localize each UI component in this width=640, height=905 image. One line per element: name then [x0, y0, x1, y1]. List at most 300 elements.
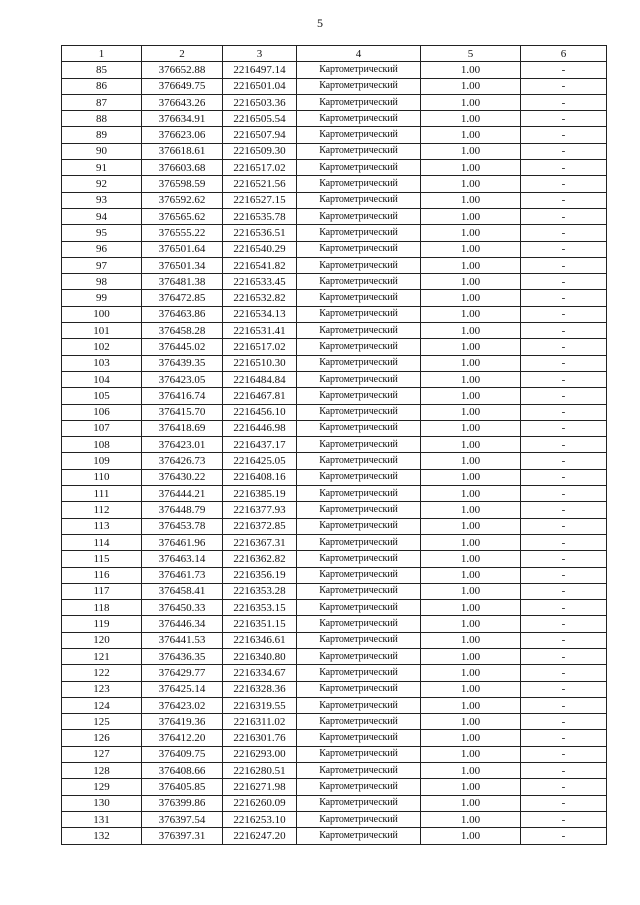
cell-method: Картометрический — [297, 62, 421, 78]
cell-point-number: 99 — [62, 290, 142, 306]
cell-description: - — [521, 176, 607, 192]
cell-description: - — [521, 730, 607, 746]
table-row — [62, 176, 607, 192]
cell-description: - — [521, 551, 607, 567]
cell-description: - — [521, 62, 607, 78]
cell-y-coordinate: 2216446.98 — [223, 420, 297, 436]
cell-method: Картометрический — [297, 274, 421, 290]
cell-y-coordinate: 2216367.31 — [223, 534, 297, 550]
cell-description: - — [521, 306, 607, 322]
cell-x-coordinate: 376463.86 — [142, 306, 223, 322]
cell-x-coordinate: 376461.73 — [142, 567, 223, 583]
cell-y-coordinate: 2216346.61 — [223, 632, 297, 648]
table-row — [62, 143, 607, 159]
cell-y-coordinate: 2216425.05 — [223, 453, 297, 469]
cell-point-number: 93 — [62, 192, 142, 208]
cell-description: - — [521, 681, 607, 697]
cell-accuracy: 1.00 — [421, 534, 521, 550]
cell-x-coordinate: 376416.74 — [142, 388, 223, 404]
cell-point-number: 105 — [62, 388, 142, 404]
cell-accuracy: 1.00 — [421, 551, 521, 567]
cell-accuracy: 1.00 — [421, 763, 521, 779]
cell-method: Картометрический — [297, 225, 421, 241]
cell-y-coordinate: 2216505.54 — [223, 111, 297, 127]
cell-description: - — [521, 290, 607, 306]
cell-y-coordinate: 2216536.51 — [223, 225, 297, 241]
cell-accuracy: 1.00 — [421, 795, 521, 811]
cell-point-number: 86 — [62, 78, 142, 94]
cell-y-coordinate: 2216517.02 — [223, 160, 297, 176]
cell-x-coordinate: 376439.35 — [142, 355, 223, 371]
table-row — [62, 62, 607, 78]
cell-accuracy: 1.00 — [421, 746, 521, 762]
cell-method: Картометрический — [297, 355, 421, 371]
cell-description: - — [521, 714, 607, 730]
table-row — [62, 355, 607, 371]
table-row — [62, 763, 607, 779]
table-row — [62, 779, 607, 795]
cell-accuracy: 1.00 — [421, 681, 521, 697]
cell-accuracy: 1.00 — [421, 502, 521, 518]
cell-accuracy: 1.00 — [421, 225, 521, 241]
cell-x-coordinate: 376409.75 — [142, 746, 223, 762]
cell-method: Картометрический — [297, 534, 421, 550]
cell-accuracy: 1.00 — [421, 730, 521, 746]
cell-x-coordinate: 376472.85 — [142, 290, 223, 306]
cell-y-coordinate: 2216467.81 — [223, 388, 297, 404]
table-row — [62, 714, 607, 730]
cell-y-coordinate: 2216260.09 — [223, 795, 297, 811]
cell-point-number: 120 — [62, 632, 142, 648]
cell-accuracy: 1.00 — [421, 274, 521, 290]
cell-description: - — [521, 78, 607, 94]
table-row — [62, 437, 607, 453]
cell-description: - — [521, 697, 607, 713]
cell-method: Картометрический — [297, 111, 421, 127]
cell-description: - — [521, 420, 607, 436]
table-row — [62, 632, 607, 648]
column-header-x: 2 — [142, 46, 223, 62]
table-row — [62, 290, 607, 306]
cell-description: - — [521, 746, 607, 762]
cell-y-coordinate: 2216540.29 — [223, 241, 297, 257]
cell-point-number: 106 — [62, 404, 142, 420]
cell-x-coordinate: 376450.33 — [142, 600, 223, 616]
cell-x-coordinate: 376397.54 — [142, 811, 223, 827]
cell-y-coordinate: 2216497.14 — [223, 62, 297, 78]
cell-y-coordinate: 2216353.28 — [223, 583, 297, 599]
cell-point-number: 116 — [62, 567, 142, 583]
cell-y-coordinate: 2216247.20 — [223, 828, 297, 844]
cell-point-number: 104 — [62, 371, 142, 387]
cell-accuracy: 1.00 — [421, 469, 521, 485]
cell-y-coordinate: 2216377.93 — [223, 502, 297, 518]
cell-description: - — [521, 828, 607, 844]
cell-description: - — [521, 404, 607, 420]
cell-accuracy: 1.00 — [421, 779, 521, 795]
cell-point-number: 128 — [62, 763, 142, 779]
cell-point-number: 101 — [62, 323, 142, 339]
cell-x-coordinate: 376405.85 — [142, 779, 223, 795]
cell-description: - — [521, 583, 607, 599]
cell-method: Картометрический — [297, 828, 421, 844]
table-row — [62, 241, 607, 257]
cell-point-number: 127 — [62, 746, 142, 762]
table-row — [62, 828, 607, 844]
cell-accuracy: 1.00 — [421, 518, 521, 534]
table-row — [62, 746, 607, 762]
cell-method: Картометрический — [297, 632, 421, 648]
cell-y-coordinate: 2216509.30 — [223, 143, 297, 159]
cell-y-coordinate: 2216521.56 — [223, 176, 297, 192]
cell-accuracy: 1.00 — [421, 355, 521, 371]
page-number: 5 — [317, 16, 323, 30]
cell-x-coordinate: 376419.36 — [142, 714, 223, 730]
cell-description: - — [521, 94, 607, 110]
table-row — [62, 274, 607, 290]
cell-method: Картометрический — [297, 795, 421, 811]
cell-y-coordinate: 2216517.02 — [223, 339, 297, 355]
cell-accuracy: 1.00 — [421, 665, 521, 681]
cell-x-coordinate: 376426.73 — [142, 453, 223, 469]
cell-x-coordinate: 376603.68 — [142, 160, 223, 176]
cell-x-coordinate: 376430.22 — [142, 469, 223, 485]
cell-y-coordinate: 2216253.10 — [223, 811, 297, 827]
cell-y-coordinate: 2216408.16 — [223, 469, 297, 485]
cell-x-coordinate: 376436.35 — [142, 648, 223, 664]
cell-x-coordinate: 376458.41 — [142, 583, 223, 599]
table-row — [62, 420, 607, 436]
cell-y-coordinate: 2216301.76 — [223, 730, 297, 746]
cell-point-number: 112 — [62, 502, 142, 518]
cell-method: Картометрический — [297, 160, 421, 176]
cell-point-number: 88 — [62, 111, 142, 127]
cell-y-coordinate: 2216353.15 — [223, 600, 297, 616]
cell-point-number: 96 — [62, 241, 142, 257]
cell-point-number: 95 — [62, 225, 142, 241]
cell-x-coordinate: 376461.96 — [142, 534, 223, 550]
cell-y-coordinate: 2216531.41 — [223, 323, 297, 339]
cell-y-coordinate: 2216328.36 — [223, 681, 297, 697]
cell-method: Картометрический — [297, 290, 421, 306]
cell-accuracy: 1.00 — [421, 600, 521, 616]
cell-method: Картометрический — [297, 714, 421, 730]
cell-y-coordinate: 2216271.98 — [223, 779, 297, 795]
cell-x-coordinate: 376592.62 — [142, 192, 223, 208]
cell-point-number: 87 — [62, 94, 142, 110]
table-row — [62, 94, 607, 110]
cell-method: Картометрический — [297, 551, 421, 567]
cell-description: - — [521, 143, 607, 159]
cell-point-number: 102 — [62, 339, 142, 355]
cell-description: - — [521, 486, 607, 502]
cell-description: - — [521, 811, 607, 827]
cell-method: Картометрический — [297, 746, 421, 762]
cell-accuracy: 1.00 — [421, 241, 521, 257]
cell-point-number: 108 — [62, 437, 142, 453]
cell-method: Картометрический — [297, 192, 421, 208]
cell-accuracy: 1.00 — [421, 567, 521, 583]
cell-x-coordinate: 376598.59 — [142, 176, 223, 192]
cell-description: - — [521, 779, 607, 795]
cell-description: - — [521, 355, 607, 371]
cell-x-coordinate: 376423.01 — [142, 437, 223, 453]
cell-method: Картометрический — [297, 143, 421, 159]
cell-accuracy: 1.00 — [421, 371, 521, 387]
cell-description: - — [521, 339, 607, 355]
cell-point-number: 91 — [62, 160, 142, 176]
cell-point-number: 89 — [62, 127, 142, 143]
cell-y-coordinate: 2216311.02 — [223, 714, 297, 730]
cell-method: Картометрический — [297, 616, 421, 632]
table-row — [62, 811, 607, 827]
cell-method: Картометрический — [297, 241, 421, 257]
cell-point-number: 122 — [62, 665, 142, 681]
cell-point-number: 123 — [62, 681, 142, 697]
cell-x-coordinate: 376501.64 — [142, 241, 223, 257]
cell-x-coordinate: 376501.34 — [142, 257, 223, 273]
cell-y-coordinate: 2216280.51 — [223, 763, 297, 779]
cell-accuracy: 1.00 — [421, 192, 521, 208]
cell-description: - — [521, 600, 607, 616]
cell-accuracy: 1.00 — [421, 339, 521, 355]
cell-accuracy: 1.00 — [421, 648, 521, 664]
cell-point-number: 130 — [62, 795, 142, 811]
cell-point-number: 98 — [62, 274, 142, 290]
cell-method: Картометрический — [297, 469, 421, 485]
table-row — [62, 192, 607, 208]
cell-x-coordinate: 376652.88 — [142, 62, 223, 78]
cell-method: Картометрический — [297, 388, 421, 404]
cell-method: Картометрический — [297, 371, 421, 387]
cell-accuracy: 1.00 — [421, 420, 521, 436]
cell-point-number: 110 — [62, 469, 142, 485]
table-row — [62, 681, 607, 697]
cell-x-coordinate: 376444.21 — [142, 486, 223, 502]
cell-method: Картометрический — [297, 257, 421, 273]
table-row — [62, 795, 607, 811]
cell-accuracy: 1.00 — [421, 94, 521, 110]
cell-x-coordinate: 376623.06 — [142, 127, 223, 143]
table-row — [62, 502, 607, 518]
cell-description: - — [521, 225, 607, 241]
cell-description: - — [521, 453, 607, 469]
cell-point-number: 121 — [62, 648, 142, 664]
table-row — [62, 404, 607, 420]
table-row — [62, 730, 607, 746]
cell-method: Картометрический — [297, 404, 421, 420]
cell-description: - — [521, 241, 607, 257]
cell-point-number: 126 — [62, 730, 142, 746]
cell-x-coordinate: 376408.66 — [142, 763, 223, 779]
cell-point-number: 111 — [62, 486, 142, 502]
cell-description: - — [521, 388, 607, 404]
table-row — [62, 486, 607, 502]
cell-point-number: 115 — [62, 551, 142, 567]
cell-point-number: 119 — [62, 616, 142, 632]
cell-x-coordinate: 376634.91 — [142, 111, 223, 127]
cell-point-number: 117 — [62, 583, 142, 599]
column-header-accuracy: 5 — [421, 46, 521, 62]
cell-accuracy: 1.00 — [421, 111, 521, 127]
cell-point-number: 100 — [62, 306, 142, 322]
column-header-point: 1 — [62, 46, 142, 62]
cell-x-coordinate: 376448.79 — [142, 502, 223, 518]
table-row — [62, 388, 607, 404]
cell-point-number: 125 — [62, 714, 142, 730]
coordinates-table — [61, 45, 607, 845]
cell-description: - — [521, 437, 607, 453]
cell-description: - — [521, 665, 607, 681]
cell-x-coordinate: 376418.69 — [142, 420, 223, 436]
cell-point-number: 124 — [62, 697, 142, 713]
column-header-y: 3 — [223, 46, 297, 62]
table-row — [62, 616, 607, 632]
cell-accuracy: 1.00 — [421, 583, 521, 599]
cell-point-number: 92 — [62, 176, 142, 192]
cell-x-coordinate: 376397.31 — [142, 828, 223, 844]
cell-x-coordinate: 376415.70 — [142, 404, 223, 420]
cell-description: - — [521, 616, 607, 632]
table-row — [62, 600, 607, 616]
cell-x-coordinate: 376463.14 — [142, 551, 223, 567]
cell-point-number: 94 — [62, 208, 142, 224]
cell-y-coordinate: 2216503.36 — [223, 94, 297, 110]
cell-point-number: 103 — [62, 355, 142, 371]
cell-method: Картометрический — [297, 486, 421, 502]
cell-accuracy: 1.00 — [421, 143, 521, 159]
cell-accuracy: 1.00 — [421, 811, 521, 827]
cell-description: - — [521, 648, 607, 664]
cell-y-coordinate: 2216532.82 — [223, 290, 297, 306]
cell-description: - — [521, 469, 607, 485]
cell-accuracy: 1.00 — [421, 208, 521, 224]
cell-description: - — [521, 160, 607, 176]
table-row — [62, 306, 607, 322]
cell-point-number: 132 — [62, 828, 142, 844]
cell-y-coordinate: 2216501.04 — [223, 78, 297, 94]
cell-point-number: 113 — [62, 518, 142, 534]
cell-method: Картометрический — [297, 779, 421, 795]
cell-accuracy: 1.00 — [421, 323, 521, 339]
cell-method: Картометрический — [297, 600, 421, 616]
cell-point-number: 85 — [62, 62, 142, 78]
cell-method: Картометрический — [297, 437, 421, 453]
cell-description: - — [521, 274, 607, 290]
cell-x-coordinate: 376445.02 — [142, 339, 223, 355]
cell-description: - — [521, 257, 607, 273]
table-row — [62, 697, 607, 713]
cell-accuracy: 1.00 — [421, 160, 521, 176]
cell-y-coordinate: 2216484.84 — [223, 371, 297, 387]
table-row — [62, 225, 607, 241]
table-row — [62, 583, 607, 599]
table-row — [62, 551, 607, 567]
table-row — [62, 257, 607, 273]
cell-method: Картометрический — [297, 78, 421, 94]
table-header-row — [62, 46, 607, 62]
cell-method: Картометрический — [297, 502, 421, 518]
cell-x-coordinate: 376649.75 — [142, 78, 223, 94]
table-body — [62, 62, 607, 844]
cell-accuracy: 1.00 — [421, 290, 521, 306]
cell-x-coordinate: 376618.61 — [142, 143, 223, 159]
cell-point-number: 97 — [62, 257, 142, 273]
cell-method: Картометрический — [297, 323, 421, 339]
cell-y-coordinate: 2216319.55 — [223, 697, 297, 713]
cell-accuracy: 1.00 — [421, 388, 521, 404]
cell-point-number: 131 — [62, 811, 142, 827]
cell-method: Картометрический — [297, 518, 421, 534]
cell-accuracy: 1.00 — [421, 257, 521, 273]
cell-description: - — [521, 763, 607, 779]
cell-description: - — [521, 502, 607, 518]
cell-description: - — [521, 795, 607, 811]
cell-x-coordinate: 376565.62 — [142, 208, 223, 224]
cell-description: - — [521, 208, 607, 224]
cell-description: - — [521, 111, 607, 127]
cell-y-coordinate: 2216534.13 — [223, 306, 297, 322]
cell-y-coordinate: 2216456.10 — [223, 404, 297, 420]
table-row — [62, 567, 607, 583]
cell-x-coordinate: 376643.26 — [142, 94, 223, 110]
cell-y-coordinate: 2216527.15 — [223, 192, 297, 208]
cell-method: Картометрический — [297, 420, 421, 436]
table-row — [62, 469, 607, 485]
cell-accuracy: 1.00 — [421, 404, 521, 420]
cell-point-number: 109 — [62, 453, 142, 469]
cell-x-coordinate: 376429.77 — [142, 665, 223, 681]
table-row — [62, 534, 607, 550]
cell-y-coordinate: 2216385.19 — [223, 486, 297, 502]
cell-method: Картометрический — [297, 681, 421, 697]
table-row — [62, 78, 607, 94]
table-row — [62, 111, 607, 127]
table-row — [62, 665, 607, 681]
cell-method: Картометрический — [297, 583, 421, 599]
cell-method: Картометрический — [297, 648, 421, 664]
cell-y-coordinate: 2216351.15 — [223, 616, 297, 632]
cell-point-number: 90 — [62, 143, 142, 159]
cell-x-coordinate: 376423.02 — [142, 697, 223, 713]
cell-method: Картометрический — [297, 127, 421, 143]
cell-x-coordinate: 376412.20 — [142, 730, 223, 746]
cell-y-coordinate: 2216293.00 — [223, 746, 297, 762]
cell-accuracy: 1.00 — [421, 62, 521, 78]
table-row — [62, 160, 607, 176]
cell-accuracy: 1.00 — [421, 437, 521, 453]
cell-y-coordinate: 2216362.82 — [223, 551, 297, 567]
cell-accuracy: 1.00 — [421, 828, 521, 844]
cell-y-coordinate: 2216541.82 — [223, 257, 297, 273]
cell-accuracy: 1.00 — [421, 697, 521, 713]
cell-description: - — [521, 567, 607, 583]
cell-x-coordinate: 376399.86 — [142, 795, 223, 811]
table-row — [62, 648, 607, 664]
cell-point-number: 107 — [62, 420, 142, 436]
cell-method: Картометрический — [297, 567, 421, 583]
cell-y-coordinate: 2216334.67 — [223, 665, 297, 681]
cell-y-coordinate: 2216356.19 — [223, 567, 297, 583]
cell-point-number: 114 — [62, 534, 142, 550]
cell-description: - — [521, 127, 607, 143]
cell-method: Картометрический — [297, 94, 421, 110]
cell-accuracy: 1.00 — [421, 176, 521, 192]
column-header-description: 6 — [521, 46, 607, 62]
cell-y-coordinate: 2216535.78 — [223, 208, 297, 224]
cell-method: Картометрический — [297, 763, 421, 779]
cell-x-coordinate: 376423.05 — [142, 371, 223, 387]
